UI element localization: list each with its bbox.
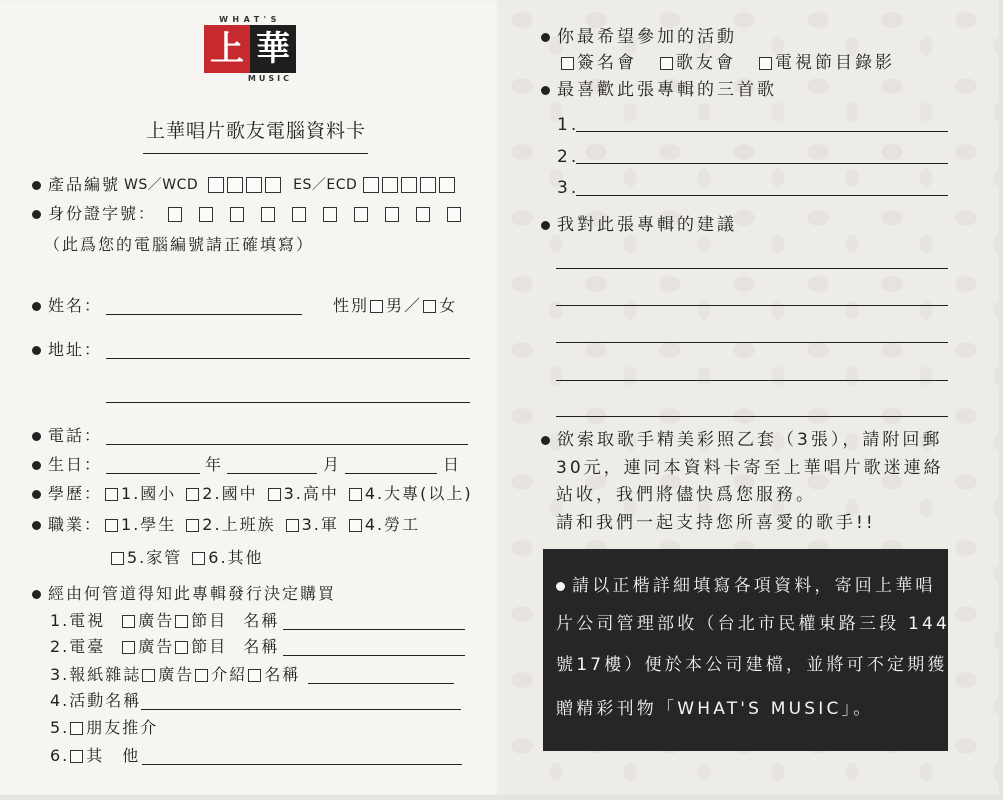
- id-number-note: （此爲您的電腦編號請正確填寫）: [44, 235, 315, 254]
- suggestion-line[interactable]: [556, 268, 948, 269]
- product-number-boxes-1: [208, 177, 281, 193]
- digit-box[interactable]: [323, 207, 337, 222]
- option-label: 5.家管: [127, 548, 183, 567]
- digit-box[interactable]: [385, 207, 399, 222]
- source-item-label: 1.電視: [50, 611, 106, 630]
- address-field[interactable]: [106, 342, 470, 359]
- digit-box[interactable]: [199, 207, 213, 222]
- source-item-event: [50, 691, 461, 711]
- digit-box[interactable]: [382, 177, 398, 193]
- option-label: 廣告: [158, 665, 195, 684]
- notice-line-1: [556, 575, 936, 597]
- notice-line-2: 片公司管理部收（台北市民權東路三段 144: [556, 614, 951, 634]
- source-item-label: 5.: [50, 718, 70, 737]
- activity-option[interactable]: [560, 53, 637, 73]
- song-field-1[interactable]: [576, 131, 948, 132]
- option-label: 簽名會: [577, 53, 637, 73]
- education-option[interactable]: [348, 484, 473, 504]
- source-item-label: 4.活動名稱: [50, 691, 142, 710]
- logo-mark: [204, 25, 296, 73]
- option-label: 歌友會: [676, 53, 736, 73]
- occupation-row-2: [110, 548, 264, 568]
- checkbox[interactable]: [142, 669, 155, 682]
- option-label: 2.國中: [202, 484, 258, 503]
- checkbox[interactable]: [122, 641, 135, 654]
- digit-box[interactable]: [246, 177, 262, 193]
- education-option[interactable]: [267, 484, 339, 504]
- activities-question: 你最希望參加的活動: [557, 27, 737, 47]
- option-label: 4.大專(以上): [364, 484, 473, 503]
- bullet-icon: [32, 590, 41, 599]
- option-label: 1.國小: [121, 484, 177, 503]
- address-label: 地址：: [48, 340, 103, 359]
- bullet-icon: [32, 302, 41, 311]
- bullet-icon: [556, 582, 565, 591]
- digit-box[interactable]: [401, 177, 417, 193]
- education-option[interactable]: [185, 484, 257, 504]
- option-label: 6.其他: [208, 548, 264, 567]
- activity-option[interactable]: [659, 53, 736, 73]
- digit-box[interactable]: [439, 177, 455, 193]
- publication-name-field[interactable]: [308, 667, 454, 684]
- title-underline: [143, 153, 368, 154]
- checkbox[interactable]: [175, 615, 188, 628]
- checkbox[interactable]: [660, 57, 673, 70]
- occupation-option[interactable]: [104, 515, 176, 535]
- education-row: [32, 484, 473, 504]
- notice-line-4: 贈精彩刊物「WHAT'S MUSIC」。: [556, 699, 874, 719]
- checkbox[interactable]: [105, 488, 118, 501]
- activities-options-row: [560, 53, 895, 73]
- photo-offer-line-1: [541, 430, 942, 450]
- checkbox[interactable]: [349, 519, 362, 532]
- digit-box[interactable]: [261, 207, 275, 222]
- digit-box[interactable]: [227, 177, 243, 193]
- bullet-icon: [32, 210, 41, 219]
- phone-field[interactable]: [106, 428, 468, 445]
- name-label: 姓名：: [48, 296, 103, 315]
- checkbox[interactable]: [195, 669, 208, 682]
- bullet-icon: [541, 33, 550, 42]
- name-field[interactable]: [106, 298, 302, 315]
- digit-box[interactable]: [363, 177, 379, 193]
- id-number-boxes: [168, 207, 461, 222]
- bullet-icon: [32, 432, 41, 441]
- option-label: 其 他: [86, 746, 141, 765]
- checkbox[interactable]: [122, 615, 135, 628]
- gender-male-label: 男: [386, 296, 405, 315]
- digit-box[interactable]: [265, 177, 281, 193]
- source-question: 經由何管道得知此專輯發行決定購買: [48, 584, 337, 603]
- digit-box[interactable]: [208, 177, 224, 193]
- checkbox[interactable]: [105, 519, 118, 532]
- education-label: 學歷：: [48, 484, 103, 503]
- month-label: 月: [323, 455, 342, 474]
- source-question-row: [32, 584, 336, 604]
- bullet-icon: [32, 461, 41, 470]
- checkbox[interactable]: [70, 750, 83, 763]
- checkbox-female[interactable]: [423, 300, 436, 313]
- notice-text: 請以正楷詳細填寫各項資料，寄回上華唱: [572, 576, 936, 596]
- logo-char-left: 上: [204, 25, 250, 73]
- suggestions-question-row: [541, 215, 737, 235]
- birth-day-field[interactable]: [345, 457, 437, 474]
- digit-box[interactable]: [447, 207, 461, 222]
- occupation-option[interactable]: [191, 548, 263, 568]
- product-number-row: [32, 175, 455, 195]
- occupation-label: 職業：: [48, 515, 103, 534]
- option-label: 廣告: [138, 611, 175, 630]
- phone-label: 電話：: [48, 426, 103, 445]
- checkbox[interactable]: [70, 722, 83, 735]
- education-option[interactable]: [104, 484, 176, 504]
- whats-music-logo: [204, 14, 296, 84]
- occupation-option[interactable]: [348, 515, 420, 535]
- name-row: [32, 296, 457, 316]
- day-label: 日: [443, 455, 462, 474]
- checkbox[interactable]: [349, 488, 362, 501]
- option-label: 名稱: [264, 665, 301, 684]
- checkbox[interactable]: [286, 519, 299, 532]
- digit-box[interactable]: [420, 177, 436, 193]
- bullet-icon: [32, 346, 41, 355]
- product-number-label: 產品編號: [48, 175, 121, 194]
- checkbox[interactable]: [186, 488, 199, 501]
- product-code-es-ecd: ES／ECD: [293, 177, 358, 193]
- product-code-ws-wcd: WS／WCD: [124, 177, 199, 193]
- gender-separator: ／: [404, 296, 423, 315]
- checkbox[interactable]: [111, 552, 124, 565]
- phone-row: [32, 426, 468, 446]
- program-name-field[interactable]: [283, 613, 465, 630]
- source-item-radio: [50, 637, 465, 657]
- photo-offer-line-2: 30元，連同本資料卡寄至上華唱片歌迷連絡: [556, 458, 944, 478]
- bullet-icon: [32, 521, 41, 530]
- bullet-icon: [541, 221, 550, 230]
- bullet-icon: [32, 181, 41, 190]
- digit-box[interactable]: [292, 207, 306, 222]
- bullet-icon: [32, 490, 41, 499]
- digit-box[interactable]: [416, 207, 430, 222]
- song-number: 1.: [557, 115, 580, 135]
- option-label: 電視節目錄影: [775, 53, 895, 73]
- checkbox[interactable]: [248, 669, 261, 682]
- birth-month-field[interactable]: [227, 457, 317, 474]
- source-item-print: [50, 665, 454, 685]
- address-row: [32, 340, 470, 360]
- name-label: 名稱: [243, 611, 280, 630]
- occupation-option[interactable]: [285, 515, 339, 535]
- option-label: 介紹: [211, 665, 248, 684]
- suggestion-line[interactable]: [556, 342, 948, 343]
- suggestions-question: 我對此張專輯的建議: [557, 215, 737, 235]
- checkbox[interactable]: [268, 488, 281, 501]
- source-item-label: 2.電臺: [50, 637, 106, 656]
- song-field-2[interactable]: [576, 163, 948, 164]
- photo-offer-line-3: 站收，我們將儘快爲您服務。: [556, 485, 816, 505]
- song-number: 3.: [557, 178, 580, 198]
- source-item-label: 6.: [50, 746, 70, 765]
- checkbox[interactable]: [561, 57, 574, 70]
- birthday-row: [32, 455, 461, 475]
- option-label: 2.上班族: [202, 515, 276, 534]
- notice-line-3: 號17樓）便於本公司建檔，並將可不定期獲: [556, 655, 948, 675]
- occupation-row: [32, 515, 420, 535]
- option-label: 3.高中: [283, 484, 339, 503]
- left-panel: [0, 0, 500, 795]
- page-title: 上華唱片歌友電腦資料卡: [146, 120, 367, 142]
- checkbox-male[interactable]: [370, 300, 383, 313]
- song-number: 2.: [557, 147, 580, 167]
- song-field-3[interactable]: [576, 195, 948, 196]
- id-number-label: 身份證字號：: [48, 204, 157, 223]
- event-name-field[interactable]: [141, 693, 461, 710]
- notice-box: [543, 549, 951, 751]
- favorite-songs-question-row: [541, 80, 777, 100]
- digit-box[interactable]: [230, 207, 244, 222]
- option-label: 3.軍: [301, 515, 339, 534]
- activities-question-row: [541, 27, 737, 47]
- logo-char-right: 華: [250, 25, 296, 73]
- option-label: 節目: [191, 637, 228, 656]
- program-name-field[interactable]: [283, 639, 465, 656]
- gender-female-label: 女: [439, 296, 458, 315]
- id-number-row: [32, 204, 461, 224]
- birthday-label: 生日：: [48, 455, 103, 474]
- suggestion-line[interactable]: [556, 416, 948, 417]
- support-message: 請和我們一起支持您所喜愛的歌手!!: [556, 513, 876, 533]
- option-label: 節目: [191, 611, 228, 630]
- option-label: 朋友推介: [86, 718, 159, 737]
- option-label: 4.勞工: [364, 515, 421, 534]
- birth-year-field[interactable]: [106, 457, 200, 474]
- suggestion-line[interactable]: [556, 305, 948, 306]
- digit-box[interactable]: [168, 207, 182, 222]
- logo-bottom-text: MUSIC: [247, 74, 292, 83]
- checkbox[interactable]: [192, 552, 205, 565]
- occupation-option[interactable]: [185, 515, 275, 535]
- checkbox[interactable]: [186, 519, 199, 532]
- bullet-icon: [541, 436, 550, 445]
- bullet-icon: [541, 86, 550, 95]
- source-item-tv: [50, 611, 465, 631]
- source-item-label: 3.報紙雜誌: [50, 665, 142, 684]
- year-label: 年: [205, 455, 224, 474]
- occupation-option[interactable]: [110, 548, 182, 568]
- source-item-friend: [50, 718, 158, 738]
- checkbox[interactable]: [175, 641, 188, 654]
- activity-option[interactable]: [758, 53, 895, 73]
- digit-box[interactable]: [354, 207, 368, 222]
- logo-top-text: WHAT'S: [219, 15, 281, 24]
- other-field[interactable]: [142, 748, 462, 765]
- favorite-songs-question: 最喜歡此張專輯的三首歌: [557, 80, 777, 100]
- option-label: 1.學生: [121, 515, 177, 534]
- gender-label: 性別: [333, 296, 370, 315]
- name-label: 名稱: [243, 637, 280, 656]
- photo-offer-text: 欲索取歌手精美彩照乙套（3張），請附回郵: [557, 430, 943, 450]
- suggestion-line[interactable]: [556, 380, 948, 381]
- source-item-other: [50, 746, 462, 766]
- address-field-line-2[interactable]: [106, 402, 470, 403]
- option-label: 廣告: [138, 637, 175, 656]
- checkbox[interactable]: [759, 57, 772, 70]
- product-number-boxes-2: [363, 177, 455, 193]
